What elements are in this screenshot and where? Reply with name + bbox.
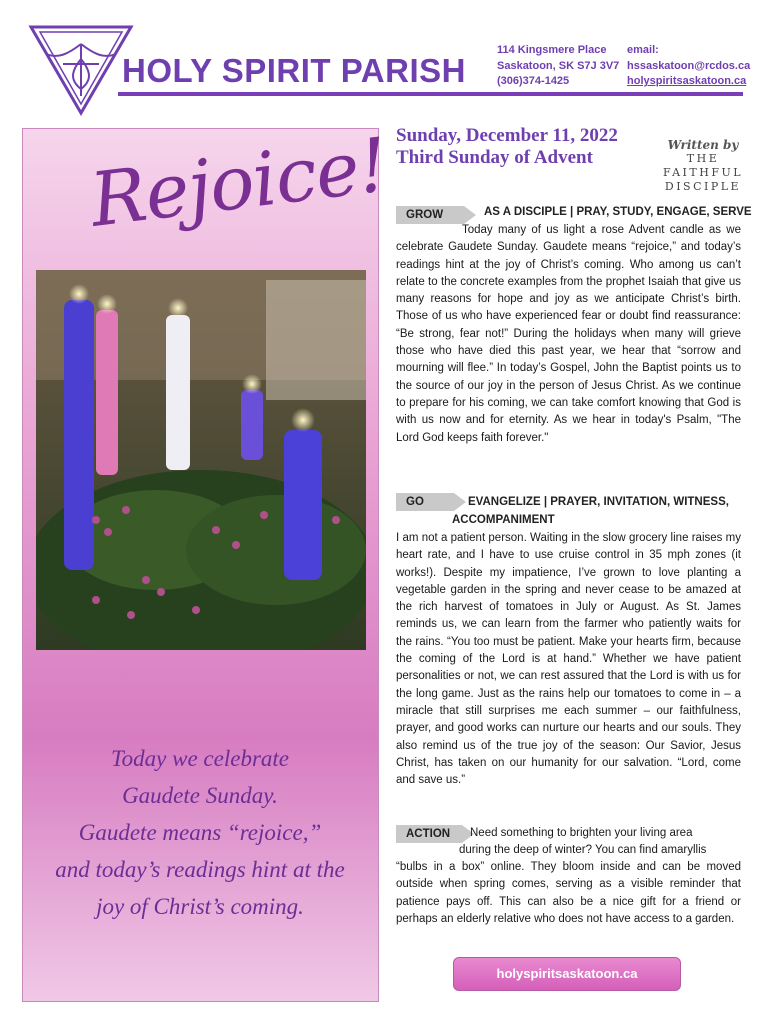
date-line: Sunday, December 11, 2022 bbox=[396, 125, 618, 146]
quote-line: Gaudete Sunday. bbox=[122, 783, 278, 808]
parish-address bbox=[497, 43, 619, 90]
advent-wreath-photo bbox=[36, 270, 366, 650]
bulletin-date bbox=[396, 125, 618, 169]
parish-name: HOLY SPIRIT PARISH bbox=[122, 52, 466, 89]
go-text: I am not a patient person. Waiting in the slow grocery line raises my heart rate, and I have to use cruise control in 35 mph zones (it works!). Despite my impatience, I’ve grown to love planting a vegetable garden in the spring and never cease to be amazed at the rich harvest of tomatoes in July or August. As St. James reminds us, we can learn from the farmer who patiently waits for the rains. “You too must be patient. Make your hearts firm, because the coming of the Lord is at hand.” Whether we have patient personalities or not, we can rest assured that the Lord is with us for the long game. Just as the rains help our tomatoes to come in – a miracle that still surprises me each summer – our faithfulness, prayer, and good works can nurture our hearts and our souls. They also remind us of the true joy of the season: Our Savior, Jesus Christ, has taken on our humanity for our salvation. “Lord, come and save us.” bbox=[396, 532, 741, 787]
go-heading-line1: EVANGELIZE | PRAYER, INVITATION, WITNESS, bbox=[468, 496, 729, 508]
header-divider bbox=[118, 92, 743, 96]
grow-tag: GROW bbox=[396, 206, 464, 224]
written-by-line: FAITHFUL bbox=[662, 166, 744, 179]
email-label: email: bbox=[627, 44, 659, 56]
parish-contact bbox=[627, 43, 750, 90]
parish-logo-icon bbox=[28, 24, 134, 116]
faithful-disciple-logo bbox=[658, 138, 748, 194]
action-text-line1: Need something to brighten your living area bbox=[470, 827, 693, 839]
go-tag: GO bbox=[396, 493, 454, 511]
action-text: “bulbs in a box” online. They bloom inside and can be moved outside when spring comes, serving as a visible reminder that patience pays off. This can also be a nice gift for a friend or perhaps an elderly relative who does not have access to a garden. bbox=[396, 861, 741, 925]
website-button[interactable]: holyspiritsaskatoon.ca bbox=[453, 957, 681, 991]
gaudete-quote bbox=[40, 740, 360, 925]
quote-line: and today’s readings hint at the bbox=[55, 857, 345, 882]
go-heading-line2: ACCOMPANIMENT bbox=[452, 514, 555, 526]
quote-line: joy of Christ’s coming. bbox=[96, 894, 304, 919]
written-by-line: DISCIPLE bbox=[664, 180, 742, 193]
grow-text: Today many of us light a rose Advent candle as we celebrate Gaudete Sunday. Gaudete means “rejoice,” and today’s readings hint at the joy of Christ’s coming. Who among us can’t relate to the concrete examples from the prophet Isaiah that give us many reasons for hope and joy as we anticipate Christ’s birth. Those of us who have experienced fear or doubt find reassurance: “Be strong, fear not!” During the holidays when many will grieve those who have died this past year, we hear that “sorrow and mourning will flee.” In today’s Gospel, John the Baptist points us to the source of our joy in the person of Jesus Christ. As we continue to prepare for his coming, we can take comfort knowing that God is with us now and for eternity. As we hear in today's Psalm, "The Lord God keeps faith forever." bbox=[396, 224, 741, 444]
email-link[interactable]: hssaskatoon@rcdos.ca bbox=[627, 59, 751, 72]
rejoice-title: Rejoice! bbox=[85, 122, 392, 244]
quote-line: Gaudete means “rejoice,” bbox=[78, 820, 322, 845]
written-by-label: Written by bbox=[667, 138, 739, 152]
liturgical-day: Third Sunday of Advent bbox=[396, 147, 593, 168]
website-link[interactable]: holyspiritsaskatoon.ca bbox=[627, 75, 747, 87]
action-text-line2: during the deep of winter? You can find amaryllis bbox=[459, 844, 707, 856]
address-line2: Saskatoon, SK S7J 3V7 bbox=[497, 59, 620, 72]
quote-line: Today we celebrate bbox=[110, 746, 289, 771]
grow-heading: AS A DISCIPLE | PRAY, STUDY, ENGAGE, SERVE bbox=[484, 206, 752, 218]
written-by-line: THE bbox=[686, 152, 720, 165]
phone-number: (306)374-1425 bbox=[497, 75, 570, 87]
address-line1: 114 Kingsmere Place bbox=[497, 44, 607, 56]
action-tag: ACTION bbox=[396, 825, 462, 843]
